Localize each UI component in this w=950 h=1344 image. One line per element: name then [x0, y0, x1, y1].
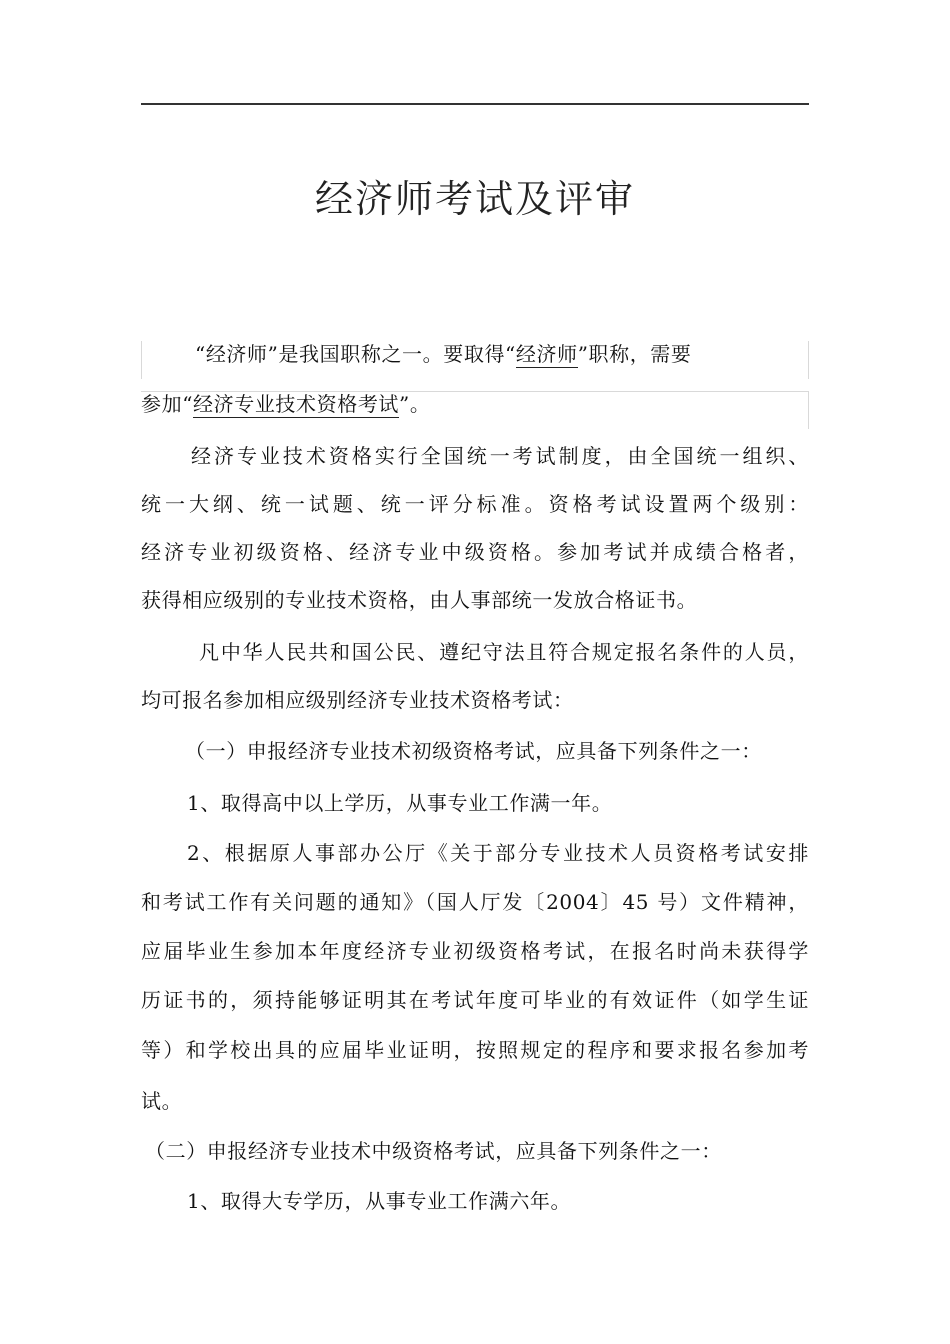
para2-line: 经济专业初级资格、经济专业中级资格。参加考试并成绩合格者，	[141, 540, 809, 564]
section-2-item-1: 1、取得大专学历，从事专业工作满六年。	[187, 1189, 572, 1213]
section-1-item-1: 1、取得高中以上学历，从事专业工作满一年。	[187, 791, 613, 815]
para3-line: 凡中华人民共和国公民、遵纪守法且符合规定报名条件的人员，	[199, 640, 809, 664]
para2-line: 统一大纲、统一试题、统一评分标准。资格考试设置两个级别：	[141, 492, 809, 516]
section-1-item-2-line: 2、根据原人事部办公厅《关于部分专业技术人员资格考试安排	[187, 841, 809, 865]
section-2-heading: （二）申报经济专业技术中级资格考试，应具备下列条件之一：	[145, 1139, 722, 1163]
section-1-item-2-line: 试。	[141, 1089, 183, 1113]
section-1-item-2-line: 和考试工作有关问题的通知》（国人厅发〔2004〕45 号）文件精神，	[141, 890, 809, 914]
intro-text: “经济师”是我国职称之一。要取得“	[195, 342, 516, 366]
link-jingjishi[interactable]: 经济师	[515, 342, 578, 366]
intro-text: ”职称，需要	[577, 342, 692, 366]
section-1-item-2-line: 应届毕业生参加本年度经济专业初级资格考试，在报名时尚未获得学	[141, 939, 809, 963]
intro-text: ”。	[399, 392, 431, 416]
section-1-item-2-line: 历证书的，须持能够证明其在考试年度可毕业的有效证件（如学生证	[141, 988, 809, 1012]
page-title: 经济师考试及评审	[314, 177, 635, 221]
intro-text: 参加“	[141, 392, 194, 416]
section-1-heading: （一）申报经济专业技术初级资格考试，应具备下列条件之一：	[185, 739, 762, 763]
section-1-item-2-line: 等）和学校出具的应届毕业证明，按照规定的程序和要求报名参加考	[141, 1038, 809, 1062]
para2-line: 获得相应级别的专业技术资格，由人事部统一发放合格证书。	[141, 588, 698, 612]
intro-line-2	[141, 386, 809, 422]
intro-line-1	[141, 336, 809, 372]
para3-line: 均可报名参加相应级别经济专业技术资格考试：	[141, 688, 574, 712]
para2-line: 经济专业技术资格实行全国统一考试制度，由全国统一组织、	[191, 444, 809, 468]
header-rule	[141, 103, 809, 105]
link-exam[interactable]: 经济专业技术资格考试	[193, 392, 400, 416]
